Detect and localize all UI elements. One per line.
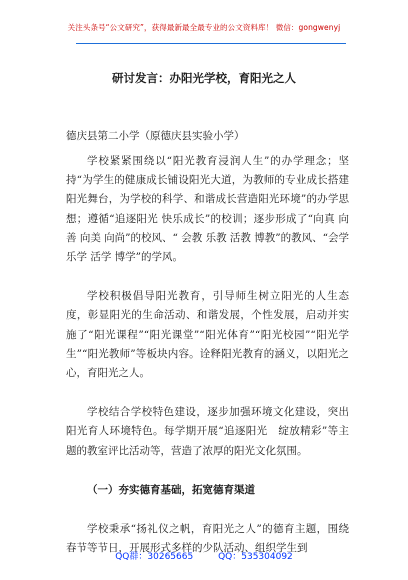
document-body xyxy=(66,152,349,558)
qq-group: QQ群：30265665 xyxy=(115,552,194,562)
section-heading: （一）夯实德育基础，拓宽德育渠道 xyxy=(87,483,255,496)
paragraph-sunshine-education: 学校积极倡导阳光教育，引导师生树立阳光的人生态度，彰显阳光的生命活动、和谐发展，个性发展，启动并实施了“阳光课程”“阳光课堂”“阳光体育”“阳光校园”“阳光学生”“阳光教师”等板块内容。诠释阳光教育的涵义，以阳光之心，育阳光之人。 xyxy=(66,290,349,380)
qq-contact: QQ：535304092 xyxy=(218,552,293,562)
header-divider xyxy=(76,43,346,44)
header-banner: 关注头条号“公文研究”，获得最新最全最专业的公文资料库！ 微信：gongwenyj xyxy=(67,23,341,32)
paragraph-philosophy: 学校紧紧围绕以“阳光教育浸润人生”的办学理念；坚持“为学生的健康成长铺设阳光大道，为教师的专业成长搭建阳光舞台，为学校的科学、和谐成长营造阳光环境”的办学思想；遵循“追逐阳光 快乐成长”的校训；逐步形成了“向真 向善 向美 向尚”的校风、“ 会教 乐教 活教 博教”的教风、“会学 乐学 活学 博学”的学风。 xyxy=(66,155,349,264)
school-name: 德庆县第二小学（原德庆县实验小学） xyxy=(66,130,245,142)
document-title: 研讨发言：办阳光学校，育阳光之人 xyxy=(112,71,296,85)
paragraph-environment: 学校结合学校特色建设，逐步加强环境文化建设，突出阳光育人环境特色。每学期开展“追逐阳光 绽放精彩”等主题的教室评比活动等，营造了浓厚的阳光文化氛围。 xyxy=(66,406,349,457)
contact-footer xyxy=(0,549,408,562)
paragraph-moral-education: 学校秉承“扬礼仪之帆，育阳光之人”的德育主题，围绕春节等节日，开展形式多样的少队活动、组织学生到 xyxy=(66,523,349,555)
